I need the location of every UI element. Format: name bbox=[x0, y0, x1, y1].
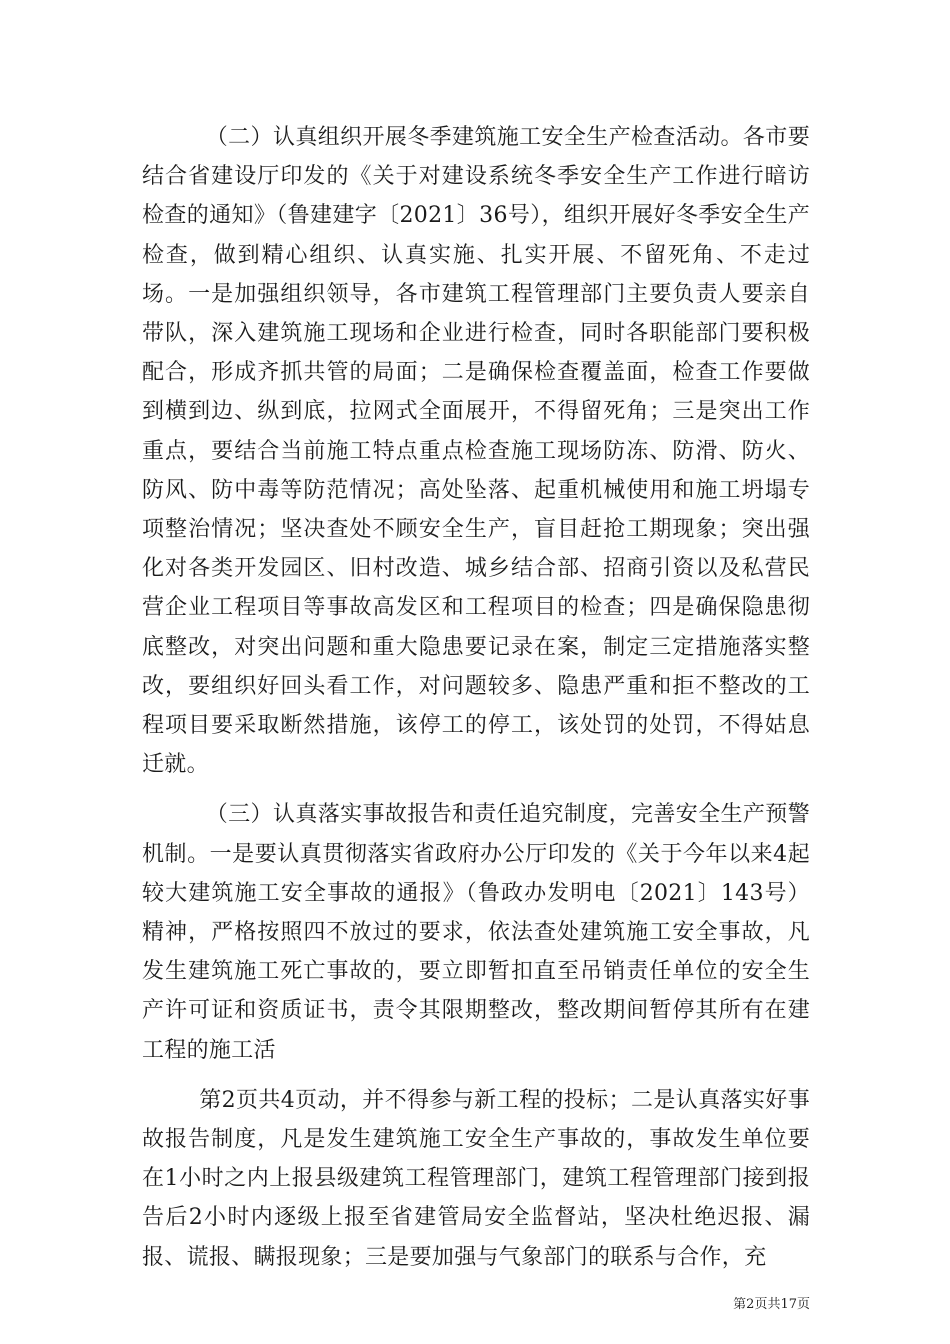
page-number-footer: 第2页共17页 bbox=[733, 1297, 810, 1312]
paragraph-section-two: （二）认真组织开展冬季建筑施工安全生产检查活动。各市要结合省建设厅印发的《关于对建设系统冬季安全生产工作进行暗访检查的通知》（鲁建建字〔2021〕36号），组织开展好冬季安全生产检查，做到精心组织、认真实施、扎实开展、不留死角、不走过场。一是加强组织领导，各市建筑工程管理部门主要负责人要亲自带队，深入建筑施工现场和企业进行检查，同时各职能部门要积极配合，形成齐抓共管的局面；二是确保检查覆盖面，检查工作要做到横到边、纵到底，拉网式全面展开，不得留死角；三是突出工作重点，要结合当前施工特点重点检查施工现场防冻、防滑、防火、防风、防中毒等防范情况；高处坠落、起重机械使用和施工坍塌专项整治情况；坚决查处不顾安全生产，盲目赶抢工期现象；突出强化对各类开发园区、旧村改造、城乡结合部、招商引资以及私营民营企业工程项目等事故高发区和工程项目的检查；四是确保隐患彻底整改，对突出问题和重大隐患要记录在案，制定三定措施落实整改，要组织好回头看工作，对问题较多、隐患严重和拒不整改的工程项目要采取断然措施，该停工的停工，该处罚的处罚，不得姑息迁就。 bbox=[142, 125, 810, 778]
document-body bbox=[142, 118, 810, 1277]
paragraph-section-three: （三）认真落实事故报告和责任追究制度，完善安全生产预警机制。一是要认真贯彻落实省政府办公厅印发的《关于今年以来4起较大建筑施工安全事故的通报》（鲁政办发明电〔2021〕143号）精神，严格按照四不放过的要求，依法查处建筑施工安全事故，凡发生建筑施工死亡事故的，要立即暂扣直至吊销责任单位的安全生产许可证和资质证书，责令其限期整改，整改期间暂停其所有在建工程的施工活 bbox=[142, 802, 810, 1063]
paragraph-continuation: 第2页共4页动，并不得参与新工程的投标；二是认真落实好事故报告制度，凡是发生建筑施工安全生产事故的，事故发生单位要在1小时之内上报县级建筑工程管理部门，建筑工程管理部门接到报告后2小时内逐级上报至省建管局安全监督站，坚决杜绝迟报、漏报、谎报、瞒报现象；三是要加强与气象部门的联系与合作，充 bbox=[142, 1087, 810, 1270]
